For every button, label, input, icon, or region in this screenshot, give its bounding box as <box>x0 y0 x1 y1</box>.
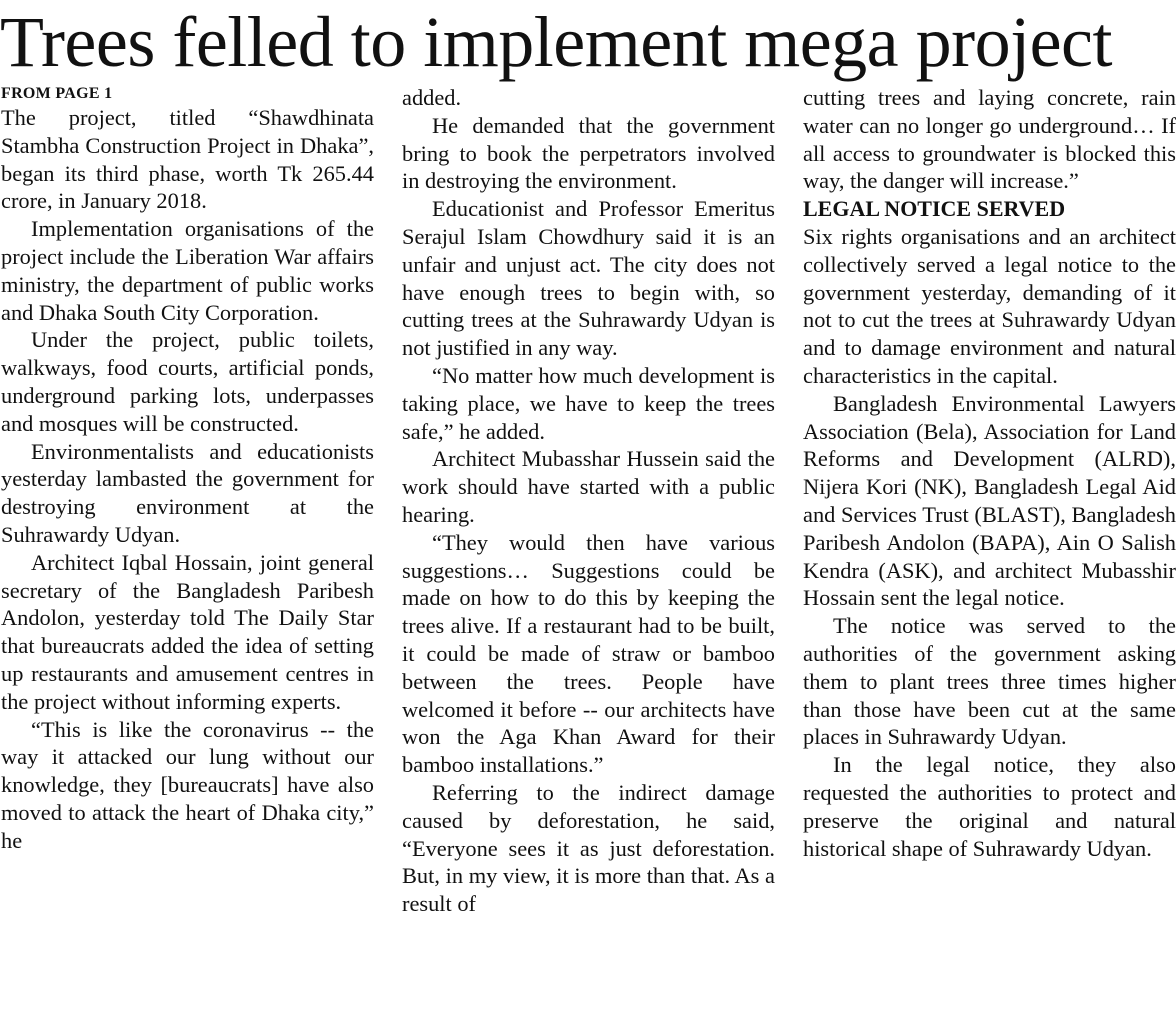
article-column-3 <box>803 84 1176 862</box>
paragraph: The notice was served to the authorities of the government asking them to plant trees three times higher than those have been cut at the same places in Suhrawardy Udyan. <box>803 613 1176 750</box>
paragraph: Architect Iqbal Hossain, joint general secretary of the Bangladesh Paribesh Andolon, yesterday told The Daily Star that bureaucrats added the idea of setting up restaurants and amusement centres in the project without informing experts. <box>1 549 374 714</box>
section-subheading: LEGAL NOTICE SERVED <box>803 196 1066 222</box>
paragraph: Referring to the indirect damage caused by deforestation, he said, “Everyone sees it as just deforestation. But, in my view, it is more than that. As a result of <box>402 779 775 917</box>
paragraph: Environmentalists and educationists yesterday lambasted the government for destroying environment at the Suhrawardy Udyan. <box>1 438 374 547</box>
paragraph: Implementation organisations of the project include the Liberation War affairs ministry, the department of public works and Dhaka South City Corporation. <box>1 216 374 325</box>
paragraph: cutting trees and laying concrete, rain water can no longer go underground… If all access to groundwater is blocked this way, the danger will increase.” <box>803 85 1176 194</box>
paragraph: The project, titled “Shawdhinata Stambha Construction Project in Dhaka”, began its third phase, worth Tk 265.44 crore, in January 2018. <box>1 105 374 214</box>
paragraph: “They would then have various suggestions… Suggestions could be made on how to do this by keeping the trees alive. If a restaurant had to be built, it could be made of straw or bamboo between the trees. People have welcomed it before -- our architects have won the Aga Khan Award for their bamboo installations.” <box>402 529 775 778</box>
article-column-2 <box>402 84 775 918</box>
paragraph: Architect Mubasshar Hussein said the work should have started with a public hearing. <box>402 446 775 527</box>
article-column-1 <box>1 84 374 855</box>
paragraph: added. <box>402 85 462 110</box>
paragraph: In the legal notice, they also requested the authorities to protect and preserve the original and natural historical shape of Suhrawardy Udyan. <box>803 752 1176 861</box>
paragraph: Educationist and Professor Emeritus Serajul Islam Chowdhury said it is an unfair and unjust act. The city does not have enough trees to begin with, so cutting trees at the Suhrawardy Udyan is not justified in any way. <box>402 196 775 361</box>
paragraph: “This is like the coronavirus -- the way it attacked our lung without our knowledge, they [bureaucrats] have also moved to attack the heart of Dhaka city,” he <box>1 716 374 853</box>
headline: Trees felled to implement mega project <box>0 2 1113 82</box>
paragraph: He demanded that the government bring to book the perpetrators involved in destroying the environment. <box>402 112 775 194</box>
paragraph: “No matter how much development is taking place, we have to keep the trees safe,” he added. <box>402 362 775 444</box>
paragraph: Under the project, public toilets, walkways, food courts, artificial ponds, underground parking lots, underpasses and mosques will be constructed. <box>1 327 374 436</box>
paragraph: Bangladesh Environmental Lawyers Association (Bela), Association for Land Reforms and Development (ALRD), Nijera Kori (NK), Bangladesh Legal Aid and Services Trust (BLAST), Bangladesh Paribesh Andolon (BAPA), Ain O Salish Kendra (ASK), and architect Mubasshir Hossain sent the legal notice. <box>803 390 1176 611</box>
paragraph: Six rights organisations and an architect collectively served a legal notice to the government yesterday, demanding of it not to cut the trees at Suhrawardy Udyan and to damage environment and natural characteristics in the capital. <box>803 223 1176 388</box>
continued-from-label: FROM PAGE 1 <box>1 85 113 102</box>
